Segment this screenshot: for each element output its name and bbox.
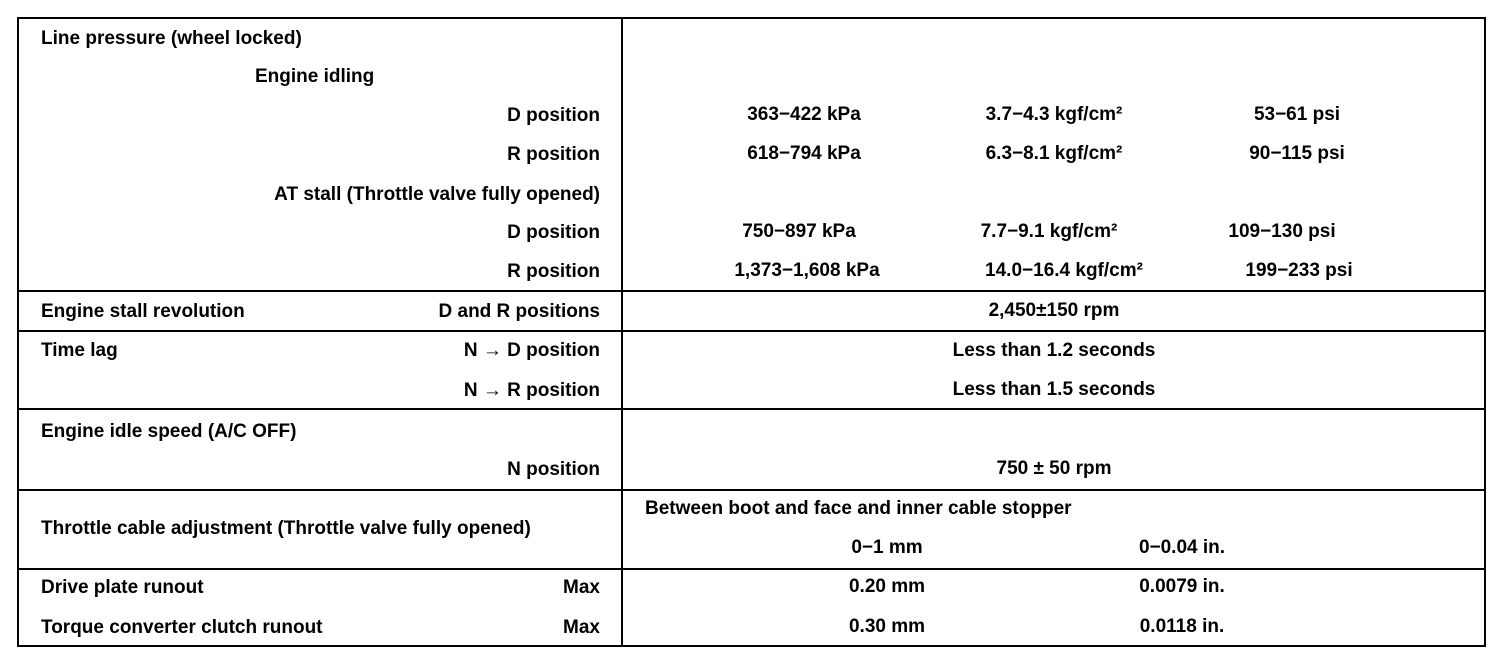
- throttle-cable-label: Throttle cable adjustment (Throttle valve fully opened): [41, 518, 531, 539]
- torque-converter-in: 0.0118 in.: [1139, 616, 1225, 637]
- stall-r-psi: 199−233 psi: [1245, 260, 1353, 281]
- engine-stall-value: 2,450±150 rpm: [988, 300, 1120, 321]
- stall-r-kgf: 14.0−16.4 kgf/cm²: [985, 260, 1143, 281]
- row-divider: [19, 568, 1484, 570]
- row-divider: [19, 408, 1484, 410]
- idling-d-position-label: D position: [507, 105, 600, 126]
- engine-idling-label: Engine idling: [255, 66, 375, 87]
- idling-r-position-label: R position: [507, 144, 600, 165]
- drive-plate-label: Drive plate runout: [41, 577, 204, 598]
- idling-r-kgf: 6.3−8.1 kgf/cm²: [985, 143, 1123, 164]
- idle-speed-label: Engine idle speed (A/C OFF): [41, 421, 297, 442]
- column-divider: [621, 19, 623, 645]
- idling-d-kpa: 363−422 kPa: [747, 104, 861, 125]
- idling-d-psi: 53−61 psi: [1253, 104, 1341, 125]
- engine-stall-condition: D and R positions: [438, 301, 600, 322]
- stall-d-kpa: 750−897 kPa: [742, 221, 856, 242]
- torque-converter-label: Torque converter clutch runout: [41, 617, 323, 638]
- row-divider: [19, 330, 1484, 332]
- stall-r-kpa: 1,373−1,608 kPa: [734, 260, 880, 281]
- row-divider: [19, 290, 1484, 292]
- idling-r-kpa: 618−794 kPa: [747, 143, 861, 164]
- at-stall-label: AT stall (Throttle valve fully opened): [274, 184, 600, 205]
- torque-converter-limit: Max: [563, 617, 600, 638]
- engine-stall-label: Engine stall revolution: [41, 301, 245, 322]
- stall-d-position-label: D position: [507, 222, 600, 243]
- stall-d-psi: 109−130 psi: [1228, 221, 1336, 242]
- drive-plate-limit: Max: [563, 577, 600, 598]
- row-divider: [19, 489, 1484, 491]
- idle-speed-condition: N position: [507, 459, 600, 480]
- time-lag-nr-value: Less than 1.5 seconds: [952, 379, 1156, 400]
- line-pressure-header: Line pressure (wheel locked): [41, 28, 302, 49]
- torque-converter-mm: 0.30 mm: [848, 616, 926, 637]
- drive-plate-in: 0.0079 in.: [1139, 576, 1225, 597]
- time-lag-nd-value: Less than 1.2 seconds: [952, 340, 1156, 361]
- time-lag-nd-label: N → D position: [463, 340, 600, 361]
- throttle-cable-mm: 0−1 mm: [851, 537, 923, 558]
- throttle-cable-in: 0−0.04 in.: [1138, 537, 1226, 558]
- stall-d-kgf: 7.7−9.1 kgf/cm²: [980, 221, 1118, 242]
- time-lag-nr-label: N → R position: [463, 380, 600, 401]
- specifications-table: [17, 17, 1486, 647]
- idling-d-kgf: 3.7−4.3 kgf/cm²: [985, 104, 1123, 125]
- throttle-cable-note: Between boot and face and inner cable stopper: [645, 498, 1072, 519]
- idle-speed-value: 750 ± 50 rpm: [996, 458, 1112, 479]
- drive-plate-mm: 0.20 mm: [848, 576, 926, 597]
- idling-r-psi: 90−115 psi: [1249, 143, 1345, 164]
- stall-r-position-label: R position: [507, 261, 600, 282]
- time-lag-label: Time lag: [41, 340, 118, 361]
